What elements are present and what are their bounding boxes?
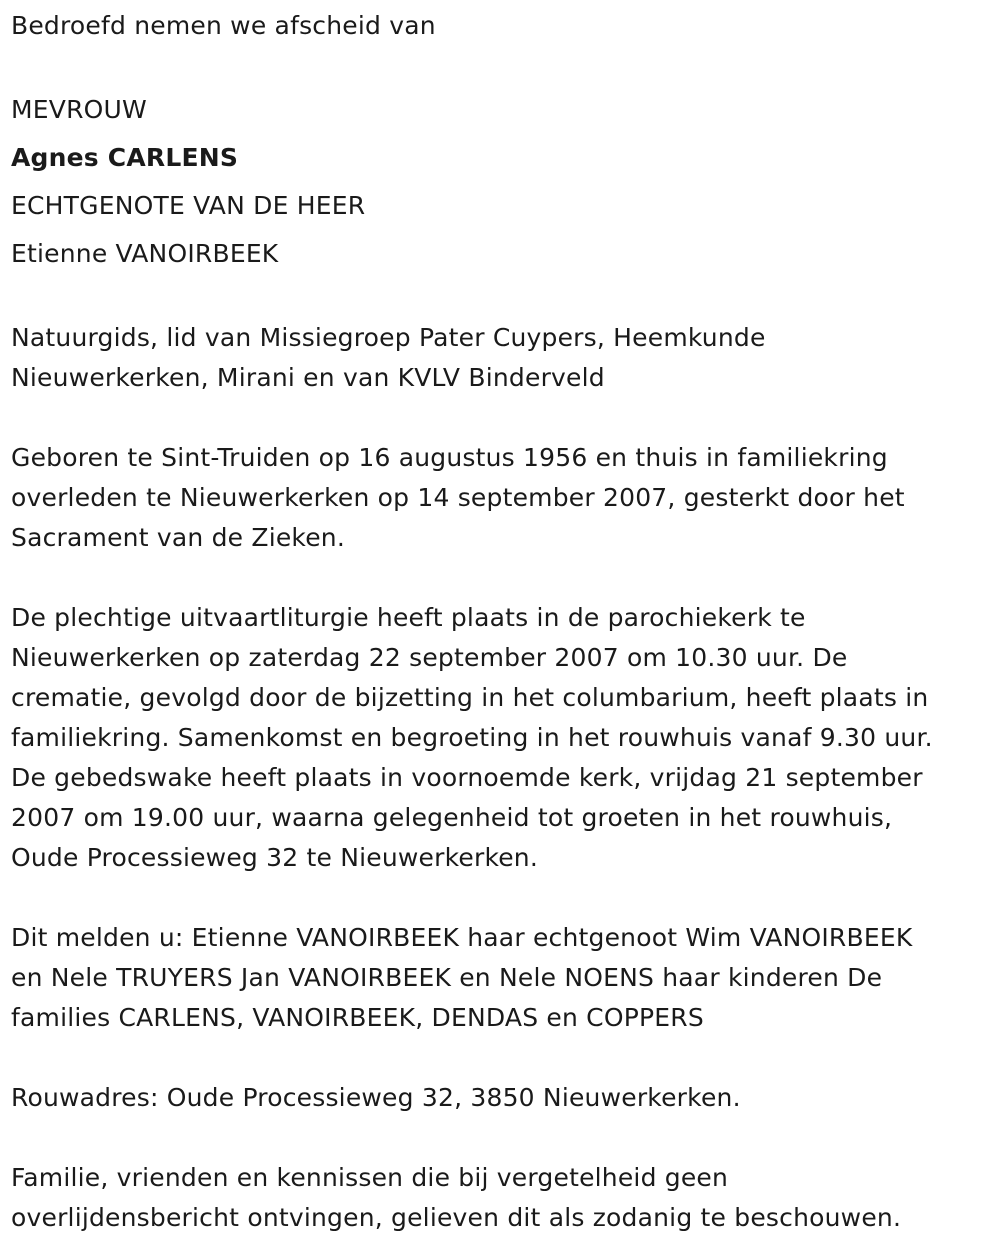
intro-text: Bedroefd nemen we afscheid van	[11, 11, 436, 40]
ceremony-line: Oude Processieweg 32 te Nieuwerkerken.	[11, 843, 538, 872]
memberships-line: Nieuwerkerken, Mirani en van KVLV Binderveld	[11, 363, 605, 392]
spacer	[11, 878, 990, 918]
spacer	[11, 398, 990, 438]
deceased-name: Agnes CARLENS	[11, 143, 239, 172]
spacer	[11, 46, 990, 86]
ceremony-line: De gebedswake heeft plaats in voornoemde kerk, vrijdag 21 september	[11, 763, 923, 792]
ceremony-line: Nieuwerkerken op zaterdag 22 september 2007 om 10.30 uur. De	[11, 643, 848, 672]
family-line: en Nele TRUYERS Jan VANOIRBEEK en Nele NOENS haar kinderen De	[11, 963, 883, 992]
ceremony-line: crematie, gevolgd door de bijzetting in het columbarium, heeft plaats in	[11, 683, 929, 712]
title-prefix: MEVROUW	[11, 95, 147, 124]
birth-death-line: overleden te Nieuwerkerken op 14 september 2007, gesterkt door het	[11, 483, 905, 512]
ceremony-line: familiekring. Samenkomst en begroeting in het rouwhuis vanaf 9.30 uur.	[11, 723, 933, 752]
memberships-line: Natuurgids, lid van Missiegroep Pater Cuypers, Heemkunde	[11, 323, 766, 352]
ceremony-paragraph	[11, 598, 990, 878]
memberships-paragraph	[11, 318, 990, 398]
closing-paragraph	[11, 1158, 990, 1238]
closing-line: Familie, vrienden en kennissen die bij vergetelheid geen	[11, 1163, 729, 1192]
birth-death-paragraph	[11, 438, 990, 558]
closing-line: overlijdensbericht ontvingen, gelieven dit als zodanig te beschouwen.	[11, 1203, 902, 1232]
birth-death-line: Geboren te Sint-Truiden op 16 augustus 1956 en thuis in familiekring	[11, 443, 888, 472]
family-paragraph	[11, 918, 990, 1038]
family-line: families CARLENS, VANOIRBEEK, DENDAS en COPPERS	[11, 1003, 704, 1032]
mourning-address: Rouwadres: Oude Processieweg 32, 3850 Nieuwerkerken.	[11, 1083, 741, 1112]
spacer	[11, 558, 990, 598]
family-line: Dit melden u: Etienne VANOIRBEEK haar echtgenoot Wim VANOIRBEEK	[11, 923, 913, 952]
ceremony-line: 2007 om 19.00 uur, waarna gelegenheid tot groeten in het rouwhuis,	[11, 803, 893, 832]
spouse-name: Etienne VANOIRBEEK	[11, 239, 279, 268]
spacer	[11, 1038, 990, 1078]
ceremony-line: De plechtige uitvaartliturgie heeft plaats in de parochiekerk te	[11, 603, 806, 632]
spacer	[11, 1118, 990, 1158]
spouse-label: ECHTGENOTE VAN DE HEER	[11, 191, 366, 220]
birth-death-line: Sacrament van de Zieken.	[11, 523, 345, 552]
spacer	[11, 278, 990, 318]
